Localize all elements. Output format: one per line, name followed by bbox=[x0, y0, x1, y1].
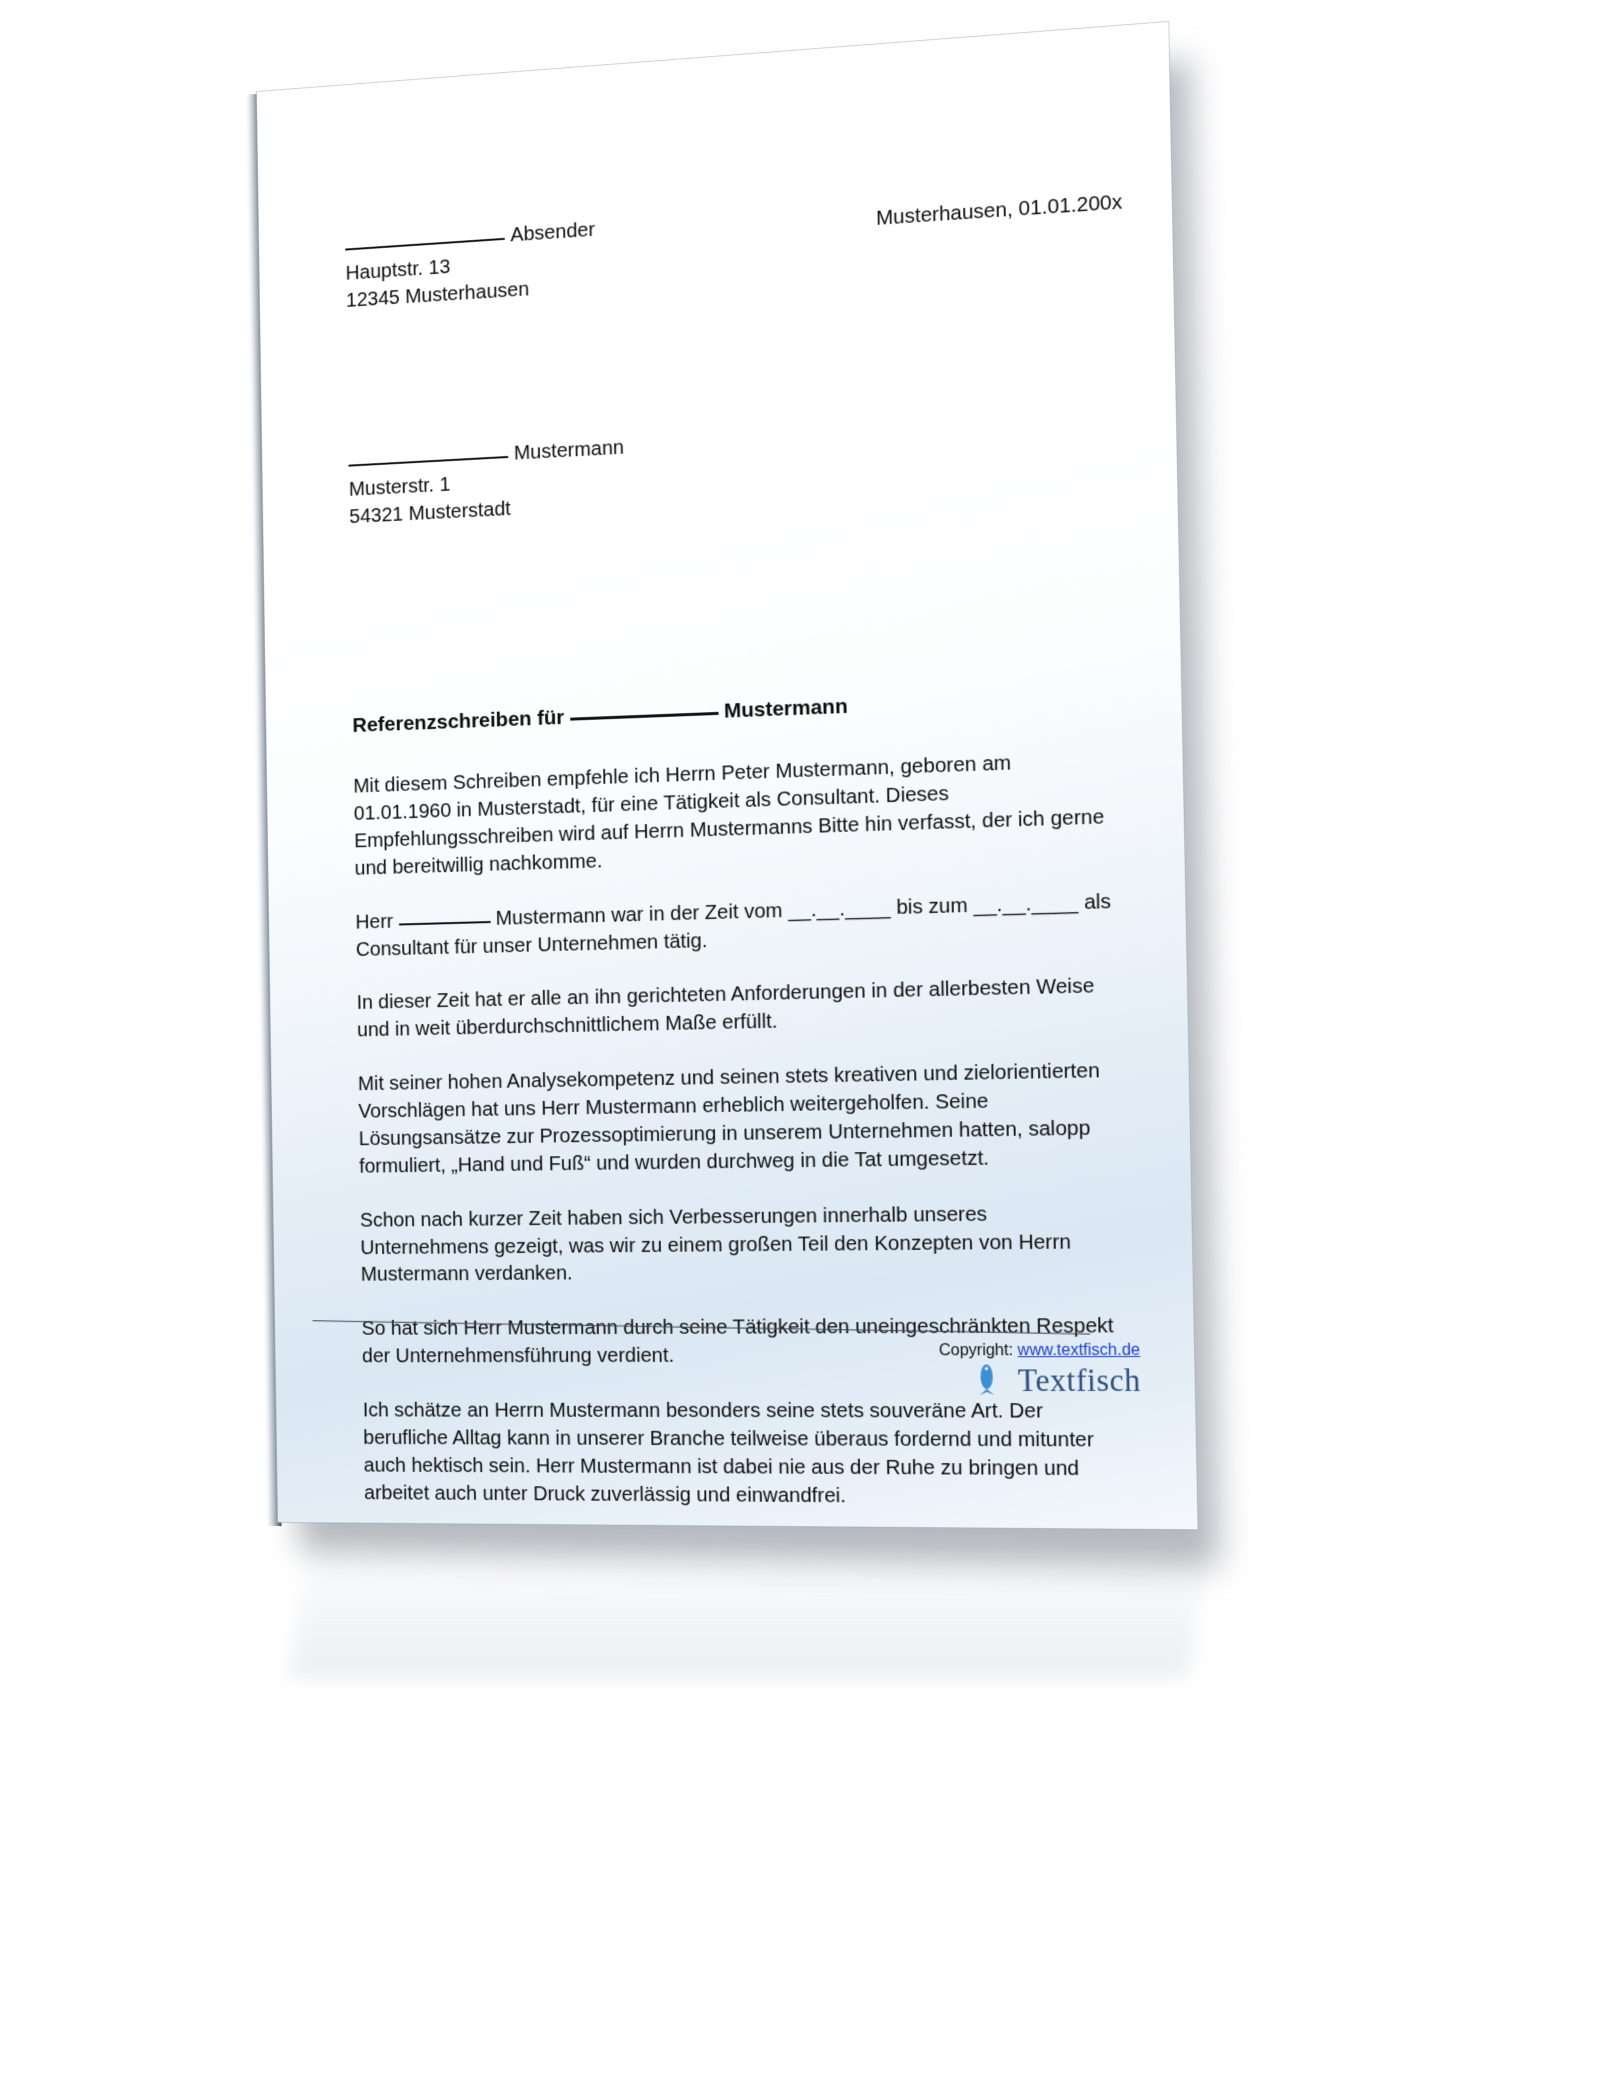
paragraph-character: Ich schätze an Herrn Mustermann besonders seine stets souveräne Art. Der berufliche Alltag kann in unserer Branche teilweise überaus fordernd und mitunter auch hektisch sein. Herr Mustermann ist dabei nie aus der Ruhe zu bringen und arbeitet auch unter Druck zuverlässig und einwandfrei. bbox=[362, 1398, 1095, 1507]
paragraph-employment bbox=[355, 887, 1118, 963]
paragraph-improvements: Schon nach kurzer Zeit haben sich Verbesserungen innerhalb unseres Unternehmens gezeigt, was wir zu einem großen Teil den Konzepten von Herrn Mustermann verdanken. bbox=[359, 1202, 1072, 1287]
paragraph-performance: In dieser Zeit hat er alle an ihn gerichteten Anforderungen in der allerbesten Weise und in weit überdurchschnittlichem Maße erfüllt. bbox=[356, 974, 1095, 1042]
recipient-city: 54321 Musterstadt bbox=[349, 496, 511, 528]
paragraph-competence: Mit seiner hohen Analysekompetenz und seinen stets kreativen und zielorientierten Vorschlägen hat uns Herr Mustermann erheblich weitergeholfen. Seine Lösungsansätze zur Prozessoptimierung in unserem Unternehmen hatten, salopp formuliert, „Hand und Fuß“ und wurden durchweg in die Tat umgesetzt. bbox=[357, 1059, 1101, 1178]
subject-line bbox=[352, 682, 1113, 740]
recipient-block bbox=[348, 407, 1109, 531]
employment-date-from: __.__.____ bbox=[787, 895, 891, 922]
letter-page bbox=[257, 22, 1198, 1529]
textfisch-logo bbox=[835, 1362, 1141, 1403]
employment-part2: Mustermann war in der Zeit vom bbox=[495, 898, 783, 930]
sender-street: Hauptstr. 13 bbox=[345, 255, 451, 285]
subject-prefix: Referenzschreiben für bbox=[352, 705, 565, 737]
employment-date-to: __.__.____ bbox=[973, 890, 1079, 917]
sender-label: Absender bbox=[510, 217, 596, 247]
copyright-line bbox=[835, 1342, 1141, 1361]
letterhead-row bbox=[345, 181, 1123, 347]
footer-block bbox=[835, 1342, 1141, 1404]
sender-blank-line bbox=[345, 238, 504, 251]
textfisch-url[interactable]: www.textfisch.de bbox=[1017, 1341, 1141, 1360]
document-page-wrapper bbox=[257, 22, 1198, 1529]
employment-name-blank bbox=[399, 921, 491, 925]
employment-part5: Consultant für unser Unternehmen tätig. bbox=[355, 928, 708, 961]
sender-city: 12345 Musterhausen bbox=[345, 277, 530, 312]
subject-blank-line bbox=[570, 712, 718, 721]
employment-part4: als bbox=[1083, 889, 1112, 914]
paragraph-intro: Mit diesem Schreiben empfehle ich Herrn Peter Mustermann, geboren am 01.01.1960 in Musterstadt, für eine Tätigkeit als Consultant. Dieses Empfehlungsschreiben wird auf Herrn Mustermanns Bitte hin verfasst, der ich gerne und bereitwillig nachkomme. bbox=[353, 751, 1105, 880]
sender-block bbox=[345, 181, 1105, 314]
employment-part1: Herr bbox=[355, 909, 394, 934]
copyright-label: Copyright: bbox=[938, 1341, 1014, 1360]
letter-body bbox=[345, 181, 1129, 1529]
logo-text: Textfisch bbox=[1017, 1362, 1142, 1399]
recipient-street: Musterstr. 1 bbox=[348, 472, 451, 501]
recipient-blank-line bbox=[349, 456, 509, 467]
date-line: Musterhausen, 01.01.200x bbox=[875, 190, 1123, 230]
recipient-name: Mustermann bbox=[513, 435, 625, 465]
subject-name: Mustermann bbox=[723, 694, 848, 723]
paragraph-respect: So hat sich Herr Mustermann durch seine Tätigkeit den uneingeschränkten Respekt der Unternehmensführung verdient. bbox=[361, 1314, 1114, 1368]
employment-part3: bis zum bbox=[896, 893, 968, 919]
fish-icon bbox=[975, 1360, 998, 1395]
